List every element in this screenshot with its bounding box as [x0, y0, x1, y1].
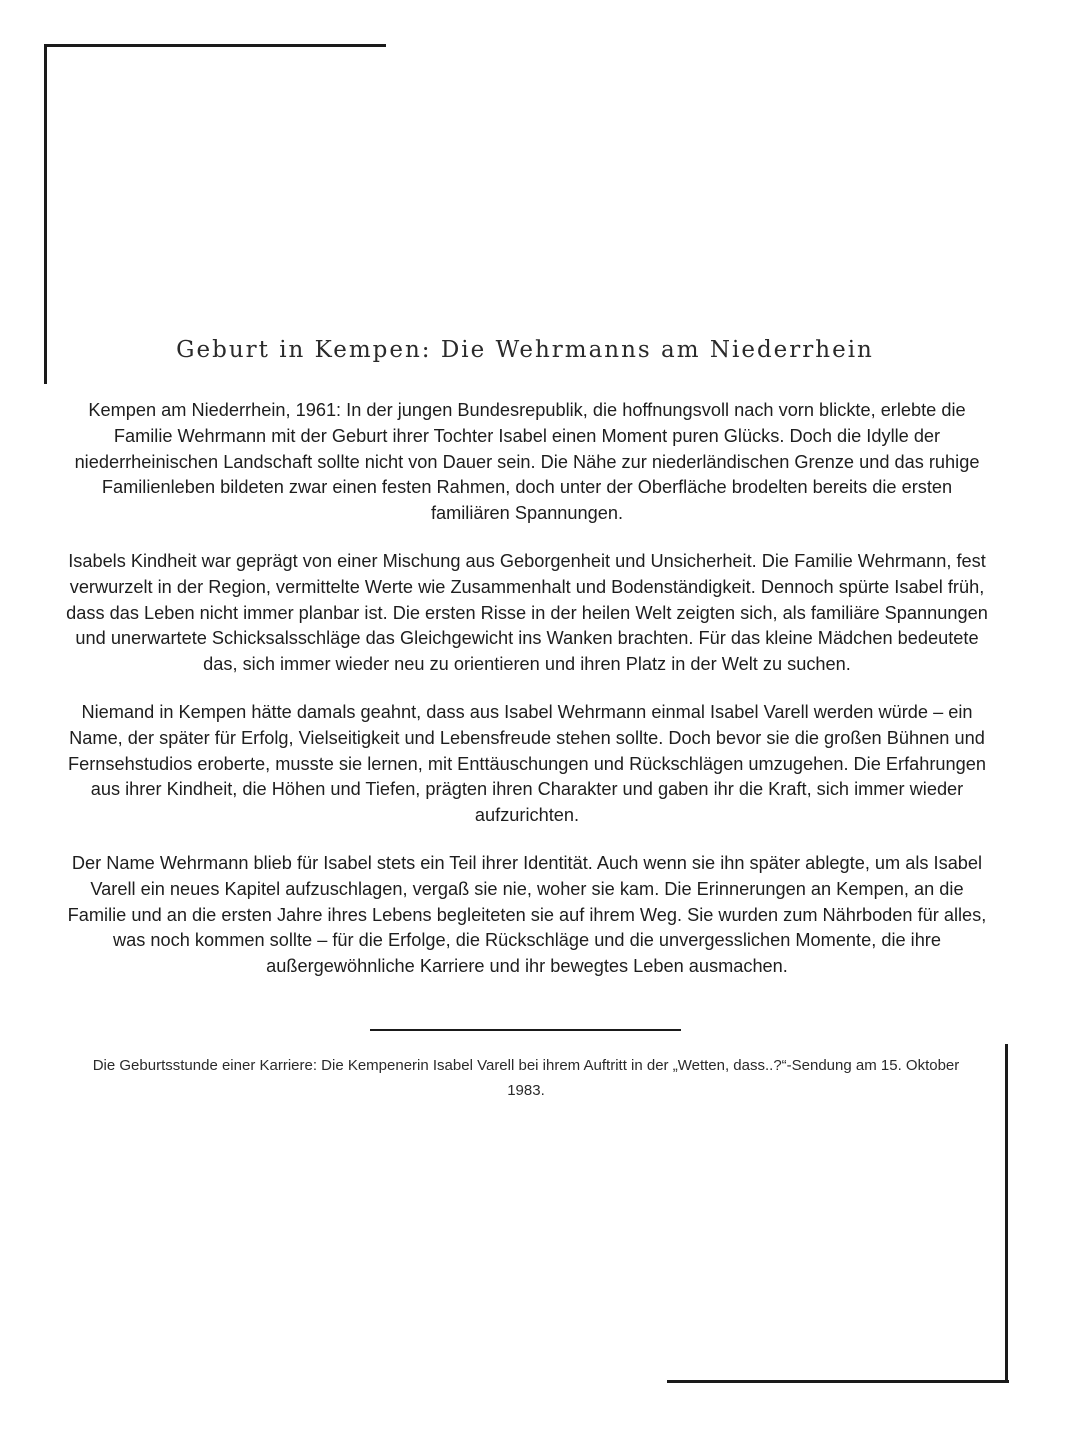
corner-bottom-right-vertical: [1005, 1044, 1008, 1383]
image-caption: Die Geburtsstunde einer Karriere: Die Kempenerin Isabel Varell bei ihrem Auftritt in der „Wetten, dass..?“-Sendung am 15. Oktober 1983.: [92, 1057, 960, 1099]
paragraph-3: Niemand in Kempen hätte damals geahnt, dass aus Isabel Wehrmann einmal Isabel Varell werden würde – ein Name, der später für Erfolg, Vielseitigkeit und Lebensfreude stehen sollte. Doch bevor sie die großen Bühnen und Fernsehstudios eroberte, musste sie lernen, mit Enttäuschungen und Rückschlägen umzugehen. Die Erfahrungen aus ihrer Kindheit, die Höhen und Tiefen, prägten ihren Charakter und gaben ihr die Kraft, sich immer wieder aufzurichten.: [68, 701, 986, 826]
paragraph-1: Kempen am Niederrhein, 1961: In der jungen Bundesrepublik, die hoffnungsvoll nach vorn blickte, erlebte die Familie Wehrmann mit der Geburt ihrer Tochter Isabel einen Moment puren Glücks. Doch die Idylle der niederrheinischen Landschaft sollte nicht von Dauer sein. Die Nähe zur niederländischen Grenze und das ruhige Familienleben bildeten zwar einen festen Rahmen, doch unter der Oberfläche brodelten bereits die ersten familiären Spannungen.: [74, 400, 980, 524]
paragraph-4: Der Name Wehrmann blieb für Isabel stets ein Teil ihrer Identität. Auch wenn sie ihn später ablegte, um als Isabel Varell ein neues Kapitel aufzuschlagen, vergaß sie nie, woher sie kam. Die Erinnerungen an Kempen, an die Familie und an die ersten Jahre ihres Lebens begleiteten sie auf ihrem Weg. Sie wurden zum Nährboden für alles, was noch kommen sollte – für die Erfolge, die Rückschläge und die unvergesslichen Momente, die ihre außergewöhnliche Karriere und ihr bewegtes Leben ausmachen.: [67, 852, 987, 977]
article-body: [62, 398, 992, 1002]
corner-bottom-right-horizontal: [667, 1380, 1009, 1383]
corner-top-left-vertical: [44, 44, 47, 384]
paragraph-2: Isabels Kindheit war geprägt von einer Mischung aus Geborgenheit und Unsicherheit. Die Familie Wehrmann, fest verwurzelt in der Region, vermittelte Werte wie Zusammenhalt und Bodenständigkeit. Dennoch spürte Isabel früh, dass das Leben nicht immer planbar ist. Die ersten Risse in der heilen Welt zeigten sich, als familiäre Spannungen und unerwartete Schicksalsschläge das Gleichgewicht ins Wanken brachten. Für das kleine Mädchen bedeutete das, sich immer wieder neu zu orientieren und ihren Platz in der Welt zu suchen.: [66, 550, 988, 675]
corner-top-left-horizontal: [44, 44, 386, 47]
caption-divider: [370, 1029, 681, 1031]
page-title: Geburt in Kempen: Die Wehrmanns am Niederrhein: [176, 337, 874, 363]
